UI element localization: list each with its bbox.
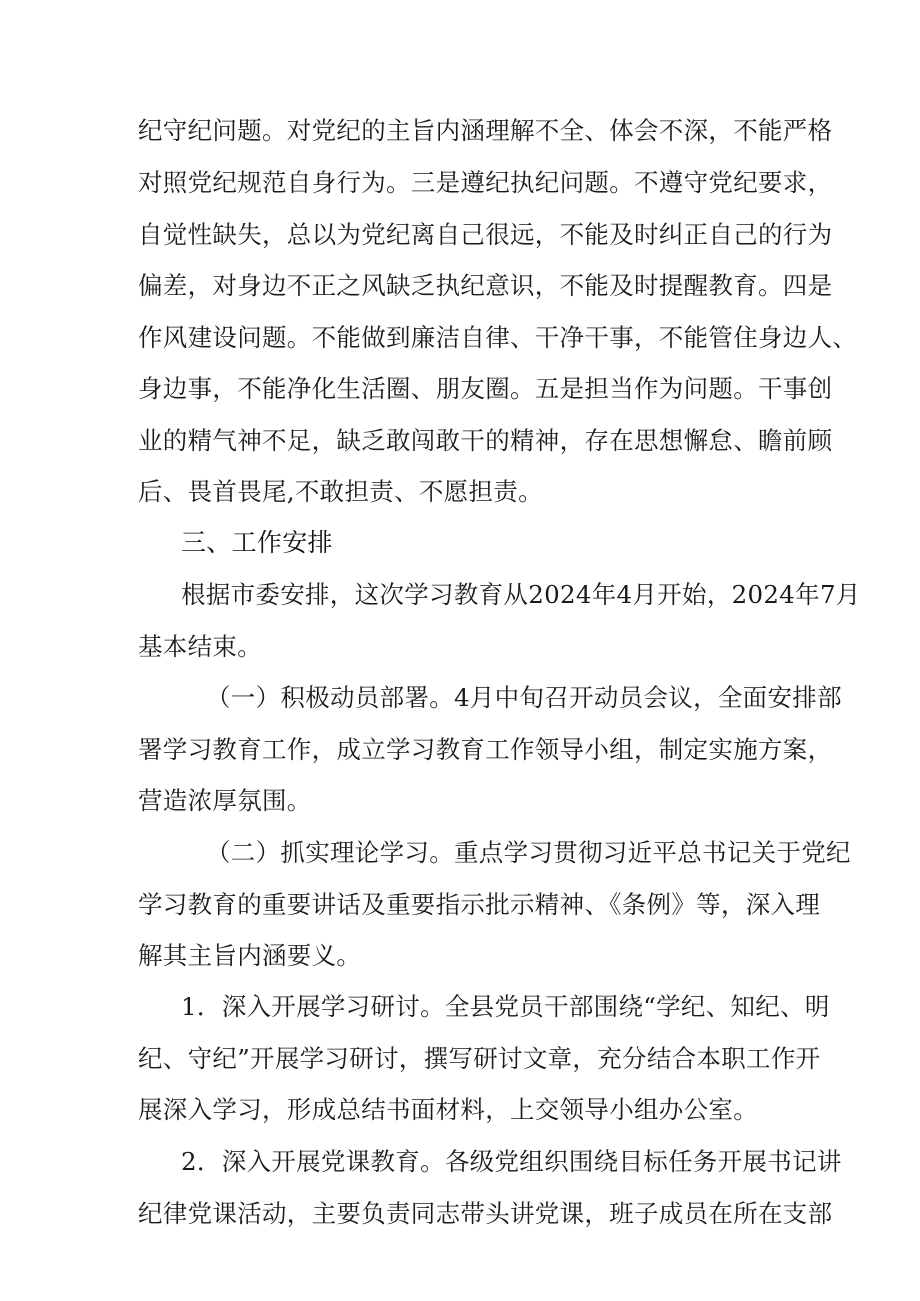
paragraph-line: 纪、守纪”开展学习研讨，撰写研讨文章，充分结合本职工作开 — [138, 1044, 821, 1073]
paragraph-line: 自觉性缺失，总以为党纪离自己很远，不能及时纠正自己的行为 — [138, 220, 833, 249]
paragraph-line: 署学习教育工作，成立学习教育工作领导小组，制定实施方案， — [138, 735, 833, 764]
paragraph-line: 业的精气神不足，缺乏敢闯敢干的精神，存在思想懈怠、瞻前顾 — [138, 426, 833, 455]
section-heading: 三、工作安排 — [181, 528, 333, 557]
paragraph-line: 解其主旨内涵要义。 — [138, 941, 362, 970]
paragraph-line: 学习教育的重要讲话及重要指示批示精神、《条例》等，深入理 — [138, 890, 821, 919]
subsection-line: （二）抓实理论学习。重点学习贯彻习近平总书记关于党纪 — [206, 838, 851, 867]
paragraph-line: 对照党纪规范自身行为。三是遵纪执纪问题。不遵守党纪要求， — [138, 168, 833, 197]
paragraph-line: 展深入学习，形成总结书面材料，上交领导小组办公室。 — [138, 1095, 758, 1124]
paragraph-line: 作风建设问题。不能做到廉洁自律、干净干事，不能管住身边人、 — [138, 323, 858, 352]
paragraph-line: 后、畏首畏尾,不敢担责、不愿担责。 — [138, 477, 543, 506]
paragraph-line: 纪守纪问题。对党纪的主旨内涵理解不全、体会不深，不能严格 — [138, 116, 833, 145]
list-item-line: 2．深入开展党课教育。各级党组织围绕目标任务开展书记讲 — [181, 1147, 842, 1176]
paragraph-line: 营造浓厚氛围。 — [138, 786, 312, 815]
paragraph-line: 偏差，对身边不正之风缺乏执纪意识，不能及时提醒教育。四是 — [138, 271, 833, 300]
list-item-line: 1．深入开展学习研讨。全县党员干部围绕“学纪、知纪、明 — [181, 992, 830, 1021]
paragraph-line: 纪律党课活动，主要负责同志带头讲党课，班子成员在所在支部 — [138, 1199, 833, 1228]
paragraph-line: 身边事，不能净化生活圈、朋友圈。五是担当作为问题。干事创 — [138, 374, 833, 403]
paragraph-line: 根据市委安排，这次学习教育从2024年4月开始，2024年7月 — [181, 580, 861, 609]
paragraph-line: 基本结束。 — [138, 632, 262, 661]
subsection-line: （一）积极动员部署。4月中旬召开动员会议，全面安排部 — [206, 683, 842, 712]
